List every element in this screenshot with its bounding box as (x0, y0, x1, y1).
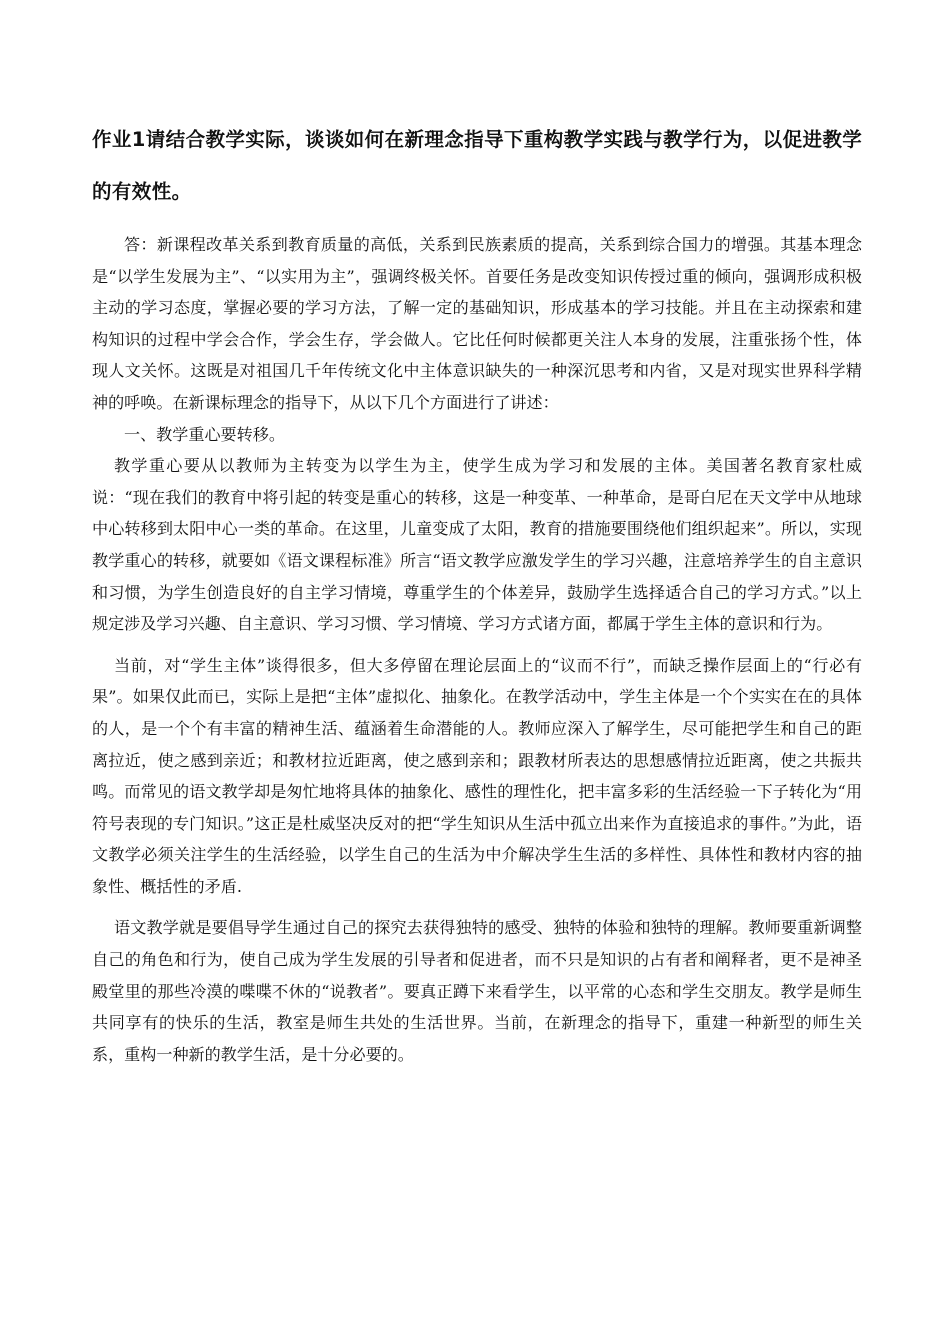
body-paragraph: 教学重心要从以教师为主转变为以学生为主，使学生成为学习和发展的主体。美国著名教育家杜威说：“现在我们的教育中将引起的转变是重心的转移，这是一种变革、一种革命，是哥白尼在天文学中从地球中心转移到太阳中心一类的革命。在这里，儿童变成了太阳，教育的措施要围绕他们组织起来”。所以，实现教学重心的转移，就要如《语文课程标准》所言“语文教学应激发学生的学习兴趣，注意培养学生的自主意识和习惯，为学生创造良好的自主学习情境，尊重学生的个体差异，鼓励学生选择适合自己的学习方式。”以上规定涉及学习兴趣、自主意识、学习习惯、学习情境、学习方式诸方面，都属于学生主体的意识和行为。 (92, 456, 862, 634)
assignment-title: 作业1请结合教学实际，谈谈如何在新理念指导下重构教学实践与教学行为，以促进教学的有效性。 (92, 128, 863, 203)
section-heading: 一、教学重心要转移。 (124, 424, 285, 444)
body-paragraph: 语文教学就是要倡导学生通过自己的探究去获得独特的感受、独特的体验和独特的理解。教师要重新调整自己的角色和行为，使自己成为学生发展的引导者和促进者，而不只是知识的占有者和阐释者，更不是神圣殿堂里的那些冷漠的喋喋不休的“说教者”。要真正蹲下来看学生，以平常的心态和学生交朋友。教学是师生共同享有的快乐的生活，教室是师生共处的生活世界。当前，在新理念的指导下，重建一种新型的师生关系，重构一种新的教学生活，是十分必要的。 (92, 918, 862, 1064)
document-body (92, 229, 862, 1070)
body-paragraph: 当前，对“学生主体”谈得很多，但大多停留在理论层面上的“议而不行”，而缺乏操作层面上的“行必有果”。如果仅此而已，实际上是把“主体”虚拟化、抽象化。在教学活动中，学生主体是一个个实实在在的具体的人，是一个个有丰富的精神生活、蕴涵着生命潜能的人。教师应深入了解学生，尽可能把学生和自己的距离拉近，使之感到亲近；和教材拉近距离，使之感到亲和；跟教材所表达的思想感情拉近距离，使之共振共鸣。而常见的语文教学却是匆忙地将具体的抽象化、感性的理性化，把丰富多彩的生活经验一下子转化为“用符号表现的专门知识。”这正是杜威坚决反对的把“学生知识从生活中孤立出来作为直接追求的事件。”为此，语文教学必须关注学生的生活经验，以学生自己的生活为中介解决学生生活的多样性、具体性和教材内容的抽象性、概括性的矛盾. (92, 655, 862, 896)
answer-paragraph: 答：新课程改革关系到教育质量的高低，关系到民族素质的提高，关系到综合国力的增强。其基本理念是“以学生发展为主”、“以实用为主”，强调终极关怀。首要任务是改变知识传授过重的倾向，强调形成积极主动的学习态度，掌握必要的学习方法，了解一定的基础知识，形成基本的学习技能。并且在主动探索和建构知识的过程中学会合作，学会生存，学会做人。它比任何时候都更关注人本身的发展，注重张扬个性，体现人文关怀。这既是对祖国几千年传统文化中主体意识缺失的一种深沉思考和内省，又是对现实世界科学精神的呼唤。在新课标理念的指导下，从以下几个方面进行了讲述： (92, 235, 862, 412)
